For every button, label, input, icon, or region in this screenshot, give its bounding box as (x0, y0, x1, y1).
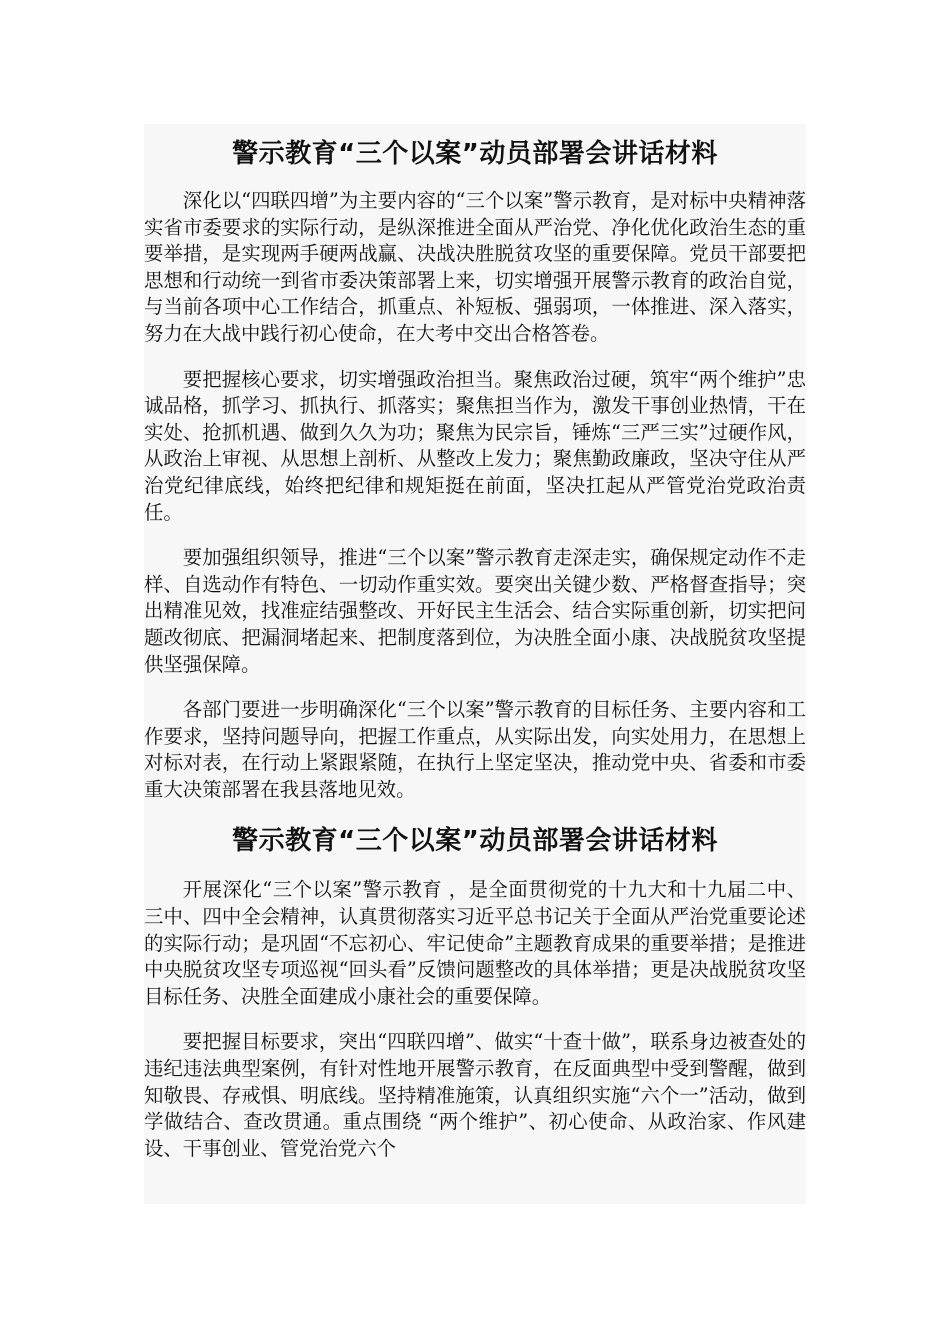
document-title: 警示教育“三个以案”动员部署会讲话材料 (232, 139, 718, 169)
paragraph: 各部门要进一步明确深化“三个以案”警示教育的目标任务、主要内容和工作要求，坚持问题导向，把握工作重点，从实际出发，向实处用力，在思想上对标对表，在行动上紧跟紧随，在执行上坚定坚决，推动党中央、省委和市委重大决策部署在我县落地见效。 (144, 698, 806, 801)
paragraph: 深化以“四联四增”为主要内容的“三个以案”警示教育，是对标中央精神落实省市委要求的实际行动，是纵深推进全面从严治党、净化优化政治生态的重要举措，是实现两手硬两战赢、决战决胜脱贫攻坚的重要保障。党员干部要把思想和行动统一到省市委决策部署上来，切实增强开展警示教育的政治自觉，与当前各项中心工作结合，抓重点、补短板、强弱项，一体推进、深入落实，努力在大战中践行初心使命，在大考中交出合格答卷。 (144, 189, 806, 345)
paragraph: 开展深化“三个以案”警示教育 ，是全面贯彻党的十九大和十九届二中、三中、四中全会精神，认真贯彻落实习近平总书记关于全面从严治党重要论述的实际行动；是巩固“不忘初心、牢记使命”主题教育成果的重要举措；是推进中央脱贫攻坚专项巡视“回头看”反馈问题整改的具体举措；更是决战脱贫攻坚目标任务、决胜全面建成小康社会的重要保障。 (144, 878, 806, 1008)
paragraph: 要把握核心要求，切实增强政治担当。聚焦政治过硬，筑牢“两个维护”忠诚品格，抓学习、抓执行、抓落实；聚焦担当作为，激发干事创业热情，干在实处、抢抓机遇、做到久久为功；聚焦为民宗旨，锤炼“三严三实”过硬作风，从政治上审视、从思想上剖析、从整改上发力；聚焦勤政廉政，坚决守住从严治党纪律底线，始终把纪律和规矩挺在前面，坚决扛起从严管党治党政治责任。 (144, 367, 806, 524)
paragraph: 要把握目标要求，突出“四联四增”、做实“十查十做”，联系身边被查处的违纪违法典型案例，有针对性地开展警示教育，在反面典型中受到警醒，做到知敬畏、存戒惧、明底线。坚持精准施策，认真组织实施“六个一”活动，做到学做结合、查改贯通。重点围绕 “两个维护”、初心使命、从政治家、作风建设、干事创业、管党治党六个 (144, 1030, 806, 1160)
section-title: 警示教育“三个以案”动员部署会讲话材料 (232, 826, 718, 857)
paragraph: 要加强组织领导，推进“三个以案”警示教育走深走实，确保规定动作不走样、自选动作有特色、一切动作重实效。要突出关键少数、严格督查指导；突出精准见效，找准症结强整改、开好民主生活会、结合实际重创新，切实把问题改彻底、把漏洞堵起来、把制度落到位，为决胜全面小康、决战脱贫攻坚提供坚强保障。 (144, 546, 806, 676)
document-page (144, 124, 806, 1204)
